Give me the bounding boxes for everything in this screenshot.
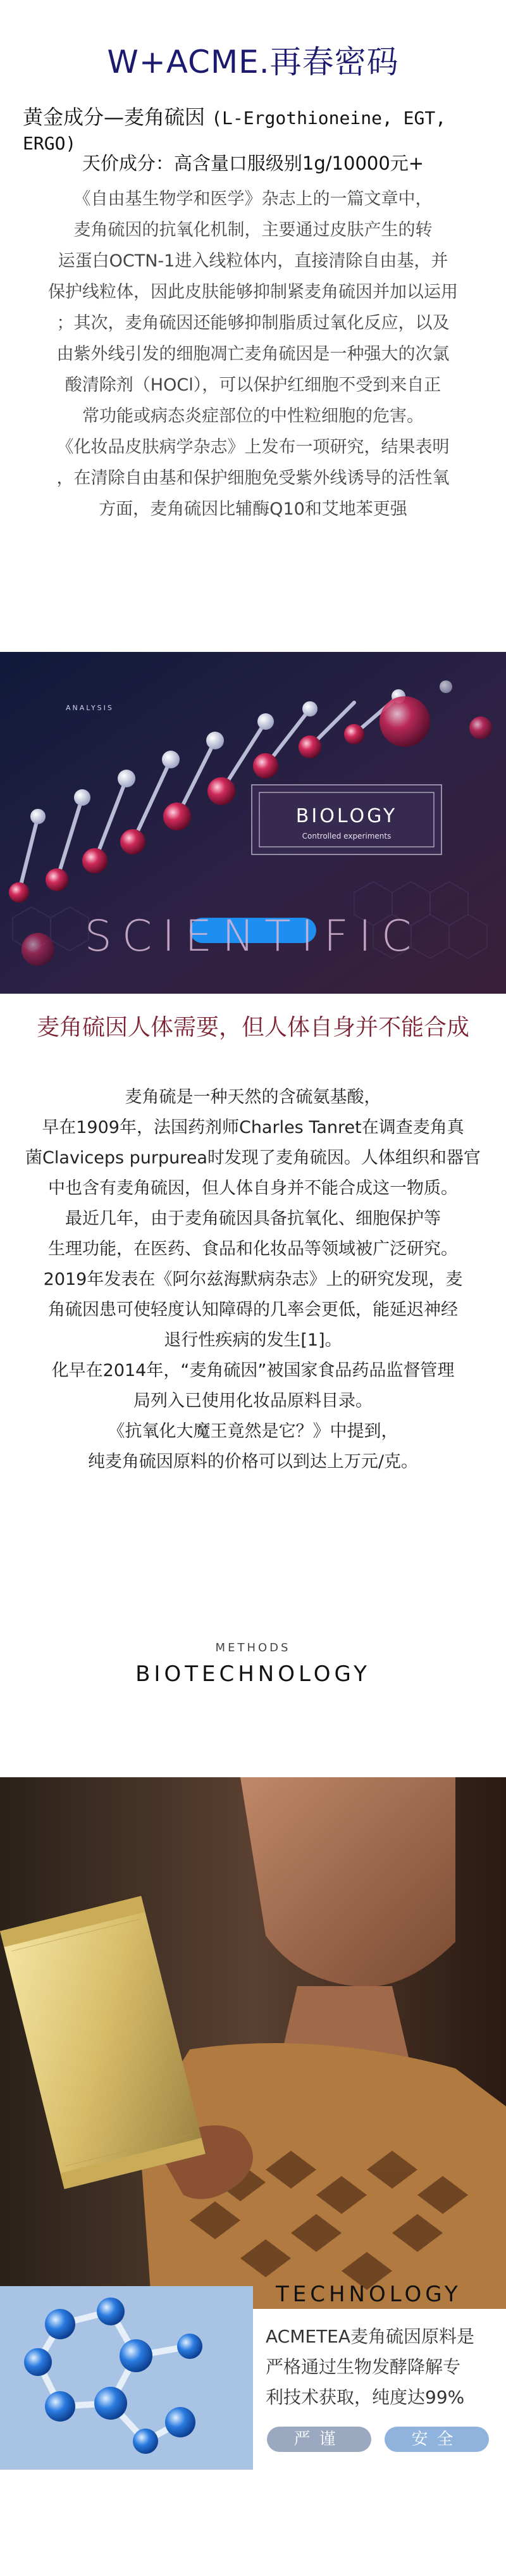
intro-line: 麦角硫因的抗氧化机制，主要通过皮肤产生的转 <box>73 220 433 240</box>
intro-line: 运蛋白OCTN-1进入线粒体内，直接清除自由基，并 <box>58 251 448 271</box>
intro-line: ，在清除自由基和保护细胞免受紫外线诱导的活性氧 <box>56 468 450 488</box>
ingredient-line <box>23 101 506 154</box>
synthesis-line: 局列入已使用化妆品原料目录。 <box>133 1391 373 1411</box>
product-photo <box>0 1777 506 2309</box>
synthesis-line: 麦角硫是一种天然的含硫氨基酸， <box>125 1087 381 1107</box>
intro-line: 常功能或病态炎症部位的中性粒细胞的危害。 <box>82 406 424 426</box>
intro-line: 保护线粒体，因此皮肤能够抑制紧麦角硫因并加以运用 <box>48 282 458 302</box>
intro-paragraph <box>19 184 487 525</box>
technology-line: ACMETEA麦角硫因原料是 <box>266 2326 475 2347</box>
intro-line: 方面，麦角硫因比辅酶Q10和艾地苯更强 <box>99 499 407 519</box>
technology-line: 严格通过生物发酵降解专 <box>266 2356 461 2377</box>
biology-label: BIOLOGY <box>295 805 398 827</box>
synthesis-line: 最近几年，由于麦角硫因具备抗氧化、细胞保护等 <box>65 1209 441 1229</box>
safe-badge: 安全 <box>385 2427 489 2452</box>
scientific-label: SCIENTIFIC <box>84 911 422 961</box>
scientific-banner <box>0 652 506 994</box>
molecule-illustration <box>0 2286 253 2470</box>
molecule-icon <box>0 2286 253 2470</box>
dose-text: 天价成分：高含量口服级别1g/10000元+ <box>82 153 424 174</box>
synthesis-line: 化早在2014年，“麦角硫因”被国家食品药品监督管理 <box>51 1361 455 1380</box>
methods-label: METHODS <box>215 1641 291 1654</box>
brand-title: W+ACME.再春密码 <box>107 44 399 80</box>
synthesis-line: 纯麦角硫因原料的价格可以到达上万元/克。 <box>87 1452 419 1472</box>
synthesis-line: 早在1909年，法国药剂师Charles Tanret在调查麦角真 <box>42 1118 464 1137</box>
synthesis-paragraph <box>16 1082 490 1477</box>
model-with-sachet-image <box>0 1777 506 2309</box>
ingredient-dash: — <box>104 105 125 129</box>
biotechnology-label: BIOTECHNOLOGY <box>135 1661 371 1687</box>
analysis-label: ANALYSIS <box>66 704 114 712</box>
synthesis-line: 中也含有麦角硫因，但人体自身并不能合成这一物质。 <box>48 1179 458 1198</box>
intro-line: 《化妆品皮肤病学杂志》上发布一项研究，结果表明 <box>56 437 450 457</box>
synthesis-line: 退行性疾病的发生[1]。 <box>164 1330 342 1350</box>
synthesis-line: 菌Claviceps purpurea时发现了麦角硫因。人体组织和器官 <box>25 1148 481 1168</box>
intro-line: ；其次，麦角硫因还能够抑制脂质过氧化反应，以及 <box>56 313 450 333</box>
section-heading: 麦角硫因人体需要，但人体自身并不能合成 <box>36 1015 469 1041</box>
intro-line: 由紫外线引发的细胞凋亡麦角硫因是一种强大的次氯 <box>56 344 450 364</box>
biology-subtitle: Controlled experiments <box>302 832 392 841</box>
ingredient-label: 黄金成分 <box>23 105 104 129</box>
ingredient-name: 麦角硫因 <box>124 105 206 129</box>
synthesis-line: 《抗氧化大魔王竟然是它？》中提到， <box>108 1422 398 1441</box>
technology-line: 利技术获取，纯度达99% <box>266 2387 465 2408</box>
technology-title: TECHNOLOGY <box>276 2282 462 2307</box>
technology-text <box>266 2322 493 2413</box>
synthesis-line: 角硫因患可使轻度认知障碍的几率会更低，能延迟神经 <box>48 1300 458 1320</box>
synthesis-line: 生理功能，在医药、食品和化妆品等领域被广泛研究。 <box>48 1239 458 1259</box>
intro-line: 《自由基生物学和医学》杂志上的一篇文章中， <box>73 189 433 209</box>
synthesis-line: 2019年发表在《阿尔兹海默病杂志》上的研究发现，麦 <box>43 1270 463 1289</box>
intro-line: 酸清除剂（HOCl），可以保护红细胞不受到来自正 <box>65 375 441 395</box>
ingredient-sub: (L-Ergothioneine, EGT, ERGO) <box>23 108 447 154</box>
strict-badge: 严谨 <box>267 2427 371 2452</box>
